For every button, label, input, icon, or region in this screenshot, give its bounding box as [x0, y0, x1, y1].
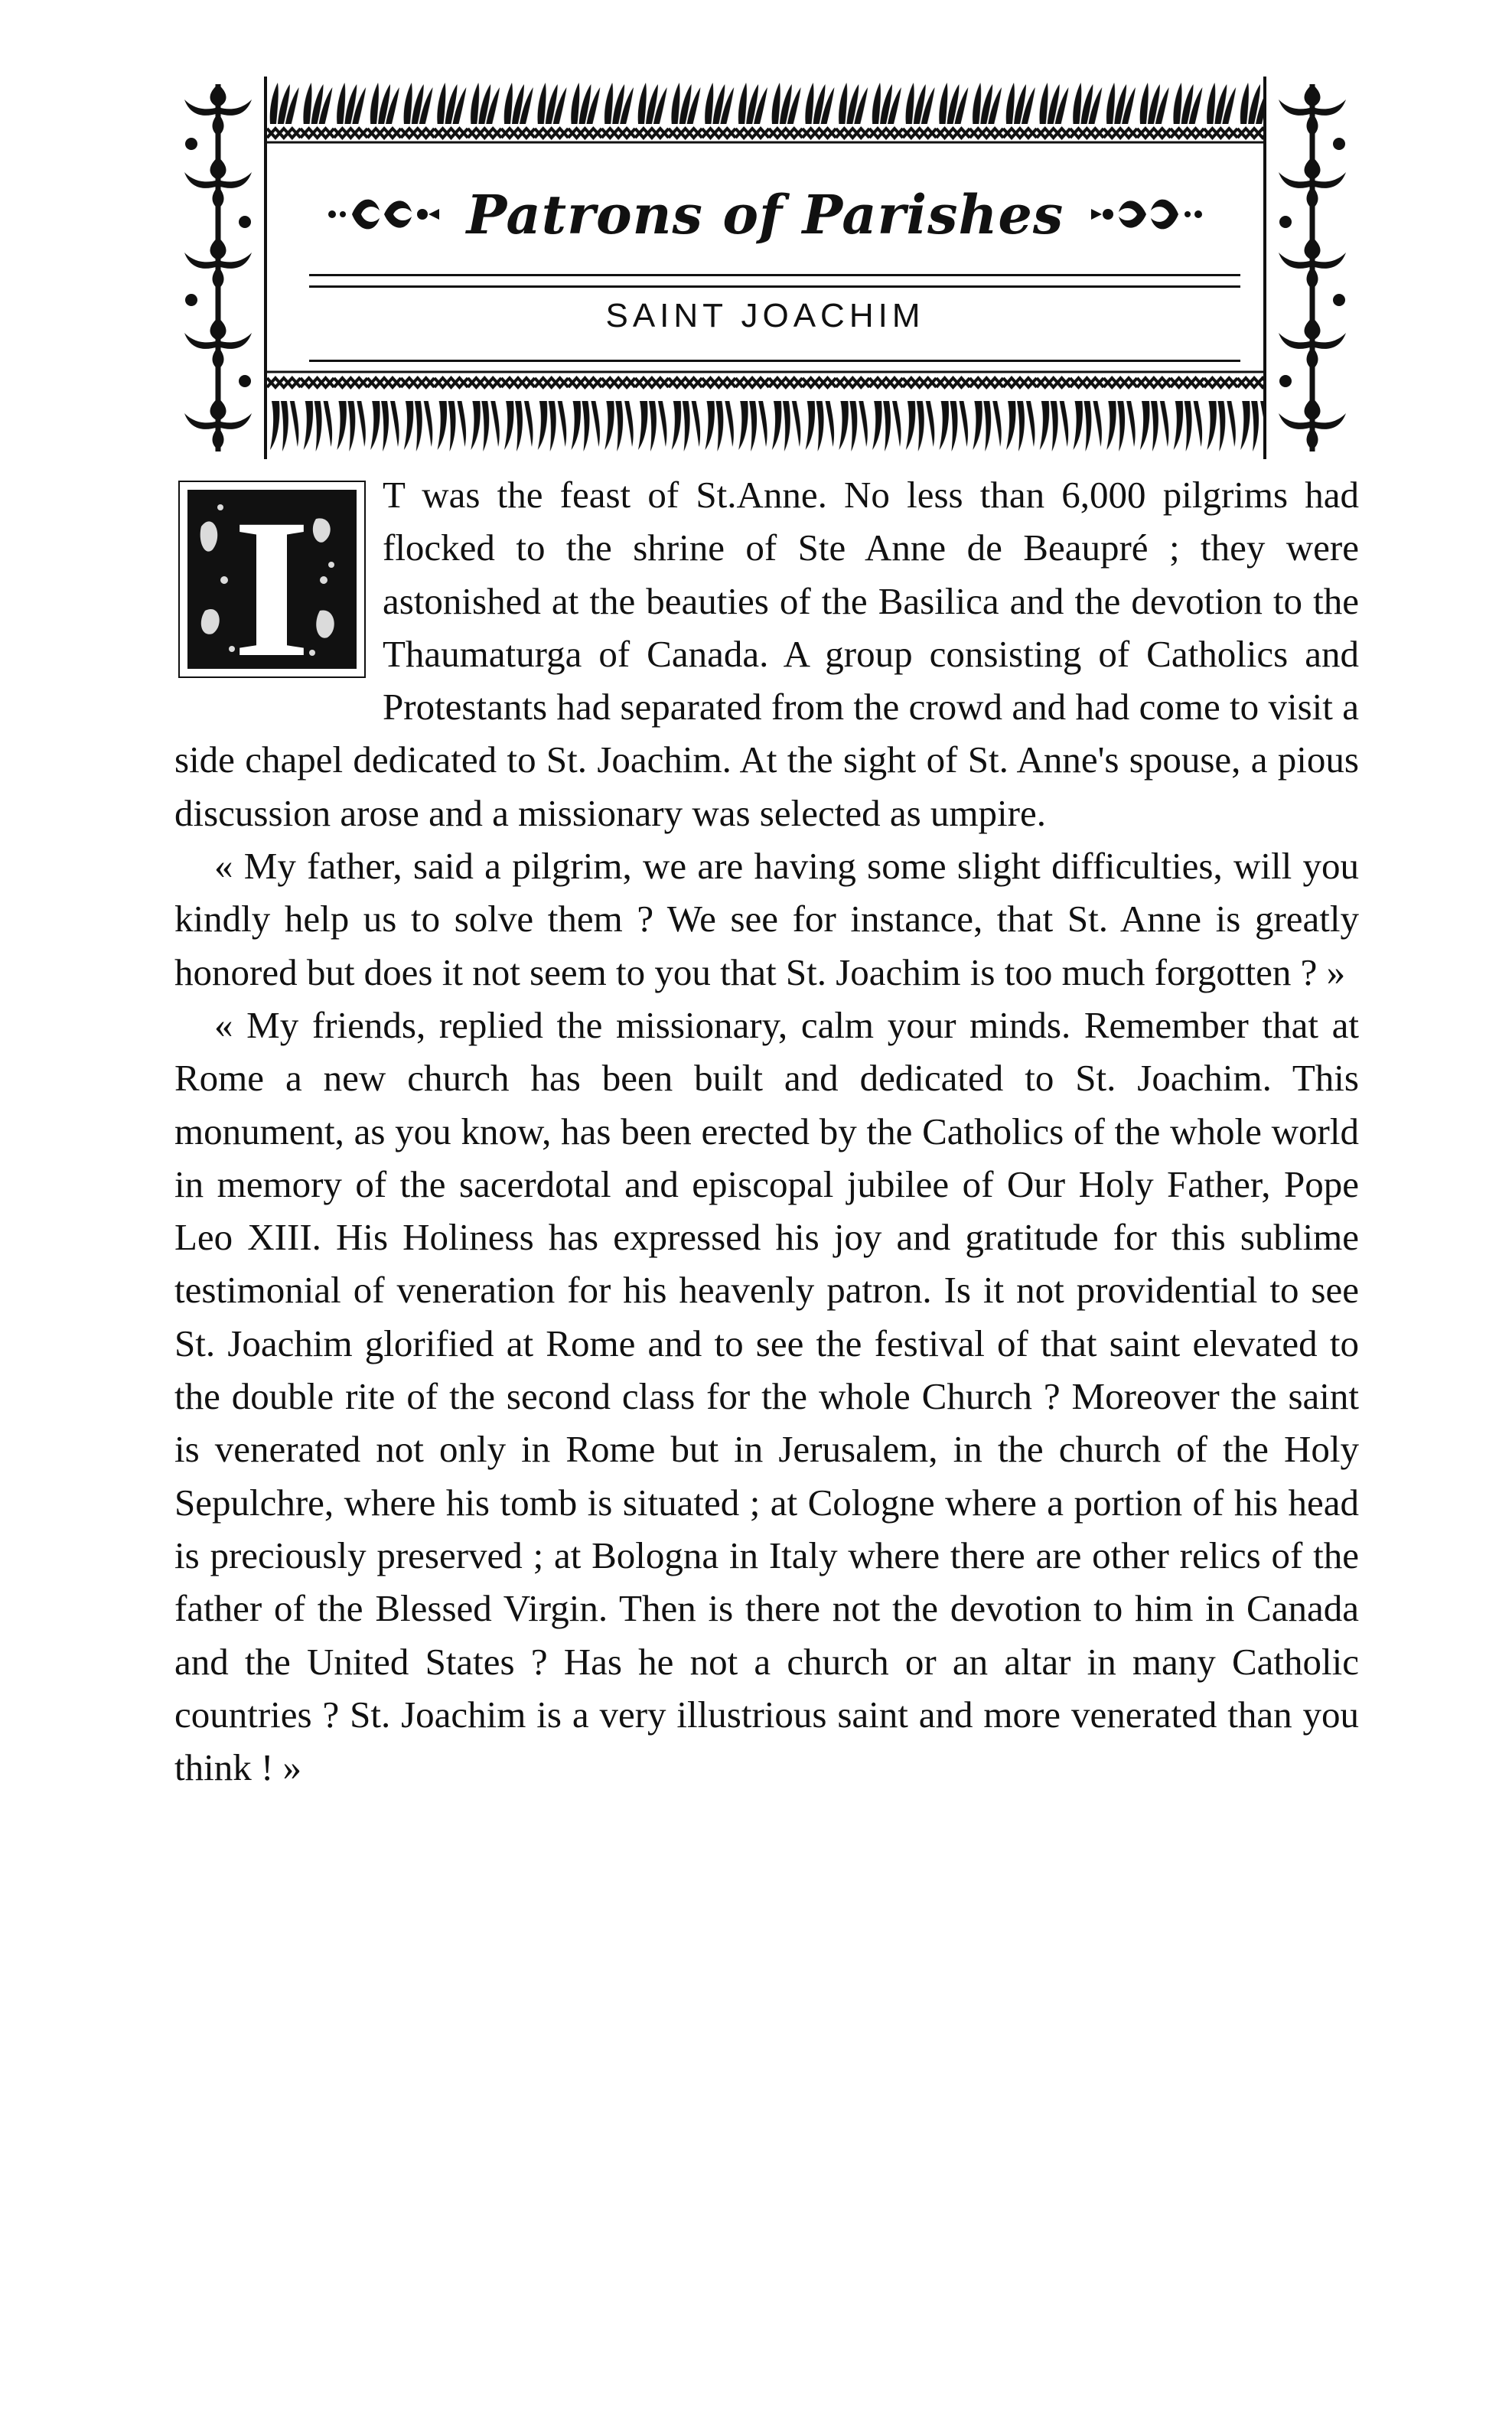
fleuron-left-icon — [326, 187, 441, 241]
page-title: Patrons of Parishes — [466, 182, 1064, 246]
bottom-fringe-ornament — [267, 370, 1263, 455]
left-vine-ornament — [176, 77, 260, 459]
paragraph-2: « My father, said a pilgrim, we are having some slight difficulties, will you kindly help us to solve them ? We see for instance, that St. Anne is greatly honored but does it not seem to you that St. Joachim is too much forgotten ? » — [174, 845, 1359, 993]
article-body — [174, 468, 1359, 1794]
drop-cap-letter: I — [233, 481, 311, 678]
top-fringe-ornament — [267, 81, 1263, 144]
title-row — [267, 172, 1263, 256]
drop-cap-spacer — [174, 468, 383, 681]
paragraph-1-text: T was the feast of St.Anne. No less than 6,000 pilgrims had flocked to the shrine of Ste Anne de Beaupré ; they were astonished at the beauties of the Basilica and the devotion to the Thaumaturga of Canada. A group consisting of Catholics and Protestants had separated from the crowd and had come to visit a side chapel dedicated to St. Joachim. At the sight of St. Anne's spouse, a pious discussion arose and a missionary was selected as umpire. — [174, 474, 1359, 834]
title-divider — [309, 274, 1240, 288]
paragraph — [174, 468, 1359, 839]
subtitle-divider — [309, 360, 1240, 362]
paragraph-3: « My friends, replied the missionary, calm your minds. Remember that at Rome a new church has been built and dedicated to St. Joachim. This monument, as you know, has been erected by the Catholics of the whole world in memory of the sacerdotal and episcopal jubilee of Our Holy Father, Pope Leo XIII. His Holiness has expressed his joy and gratitude for this sublime testimonial of veneration for his heavenly patron. Is it not providential to see St. Joachim glorified at Rome and to see the festival of that saint elevated to the double rite of the second class for the whole Church ? Moreover the saint is venerated not only in Rome but in Jerusalem, in the church of the Holy Sepulchre, where his tomb is situated ; at Cologne where a portion of his head is preciously preserved ; at Bologna in Italy where there are other relics of the father of the Blessed Virgin. Then is there not the devotion to him in Canada and the United States ? Has he not a church or an altar in many Catholic countries ? St. Joachim is a very illustrious saint and more venerated than you think ! » — [174, 1003, 1359, 1789]
right-vine-ornament — [1270, 77, 1354, 459]
section-subtitle: SAINT JOACHIM — [605, 297, 925, 334]
header-banner — [176, 77, 1354, 459]
header-frame — [264, 77, 1266, 459]
fleuron-right-icon — [1090, 187, 1204, 241]
